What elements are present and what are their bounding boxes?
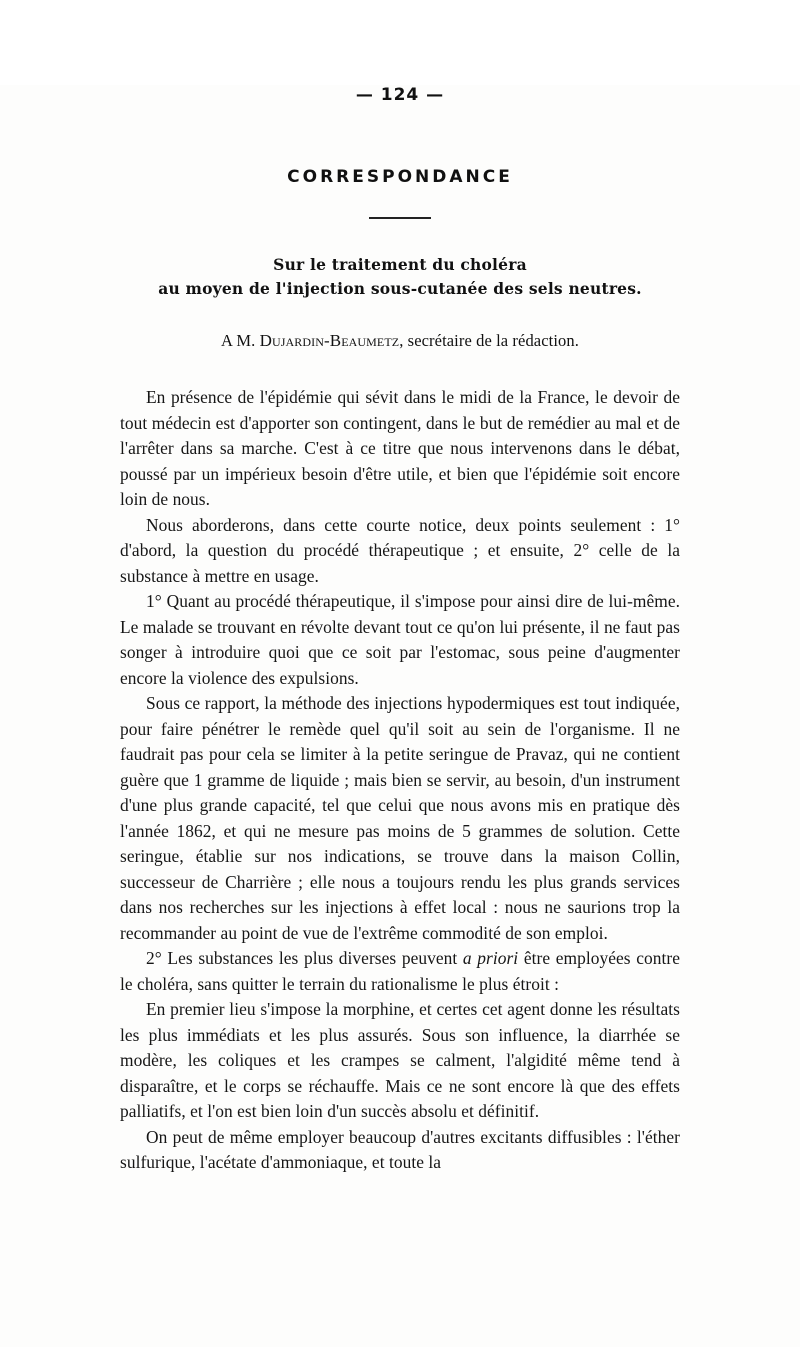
paragraph: 1° Quant au procédé thérapeutique, il s'impose pour ainsi dire de lui-même. Le malade se trouvant en révolte devant tout ce qu'on lui présente, il ne faut pas songer à introduire quoi que ce soit par l'estomac, sous peine d'augmenter encore la violence des expulsions.	[120, 591, 680, 688]
paragraph: Nous aborderons, dans cette courte notice, deux points seulement : 1° d'abord, la question du procédé thérapeutique ; et ensuite, 2° celle de la substance à mettre en usage.	[120, 514, 680, 586]
addressee-suffix: , secrétaire de la rédaction.	[399, 331, 579, 351]
horizontal-rule	[369, 217, 431, 219]
addressee-name: Dujardin-Beaumetz	[259, 331, 400, 351]
paragraph: Sous ce rapport, la méthode des injections hypodermiques est tout indiquée, pour faire pénétrer le remède quel qu'il soit au sein de l'organisme. Il ne faudrait pas pour cela se limiter à la petite seringue de Pravaz, qui ne contient guère que 1 gramme de liquide ; mais bien se servir, au besoin, d'un instrument d'une plus grande capacité, tel que celui que nous avons mis en pratique dès l'année 1862, et qui ne mesure pas moins de 5 grammes de solution. Cette seringue, établie sur nos indications, se trouve dans la maison Collin, successeur de Charrière ; elle nous a toujours rendu les plus grands services dans nos recherches sur les injections à effet local : nous ne saurions trop la recommander au point de vue de l'extrême commodité de son emploi.	[120, 693, 680, 943]
paragraph-part-pre: 2° Les substances les plus diverses peuvent	[146, 948, 463, 969]
paragraph: En présence de l'épidémie qui sévit dans le midi de la France, le devoir de tout médecin est d'apporter son contingent, dans le but de remédier au mal et de l'arrêter dans sa marche. C'est à ce titre que nous intervenons dans le débat, poussé par un impérieux besoin d'être utile, et bien que l'épidémie soit encore loin de nous.	[120, 387, 680, 510]
paragraph-part-italic: a priori	[462, 948, 519, 969]
article-title	[0, 253, 800, 301]
addressee-line	[0, 331, 800, 351]
paragraph-part-post: être employées contre le choléra, sans quitter le terrain du rationalisme le plus étroit :	[120, 948, 680, 994]
article-body	[120, 385, 680, 1176]
article-title-line-1: Sur le traitement du choléra	[273, 255, 527, 274]
addressee-prefix: A M.	[221, 331, 260, 351]
paragraph: En premier lieu s'impose la morphine, et certes cet agent donne les résultats les plus immédiats et les plus assurés. Sous son influence, la diarrhée se modère, les coliques et les crampes se calment, l'algidité même tend à disparaître, et le corps se réchauffe. Mais ce ne sont encore là que des effets palliatifs, et l'on est bien loin d'un succès absolu et définitif.	[120, 999, 680, 1122]
page-number: — 124 —	[355, 85, 445, 105]
section-heading: CORRESPONDANCE	[287, 167, 513, 187]
paragraph: On peut de même employer beaucoup d'autres excitants diffusibles : l'éther sulfurique, l'acétate d'ammoniaque, et toute la	[120, 1126, 680, 1173]
paragraph-with-italic	[120, 946, 680, 997]
article-title-line-2: au moyen de l'injection sous-cutanée des sels neutres.	[158, 279, 642, 299]
document-page	[0, 85, 800, 1347]
